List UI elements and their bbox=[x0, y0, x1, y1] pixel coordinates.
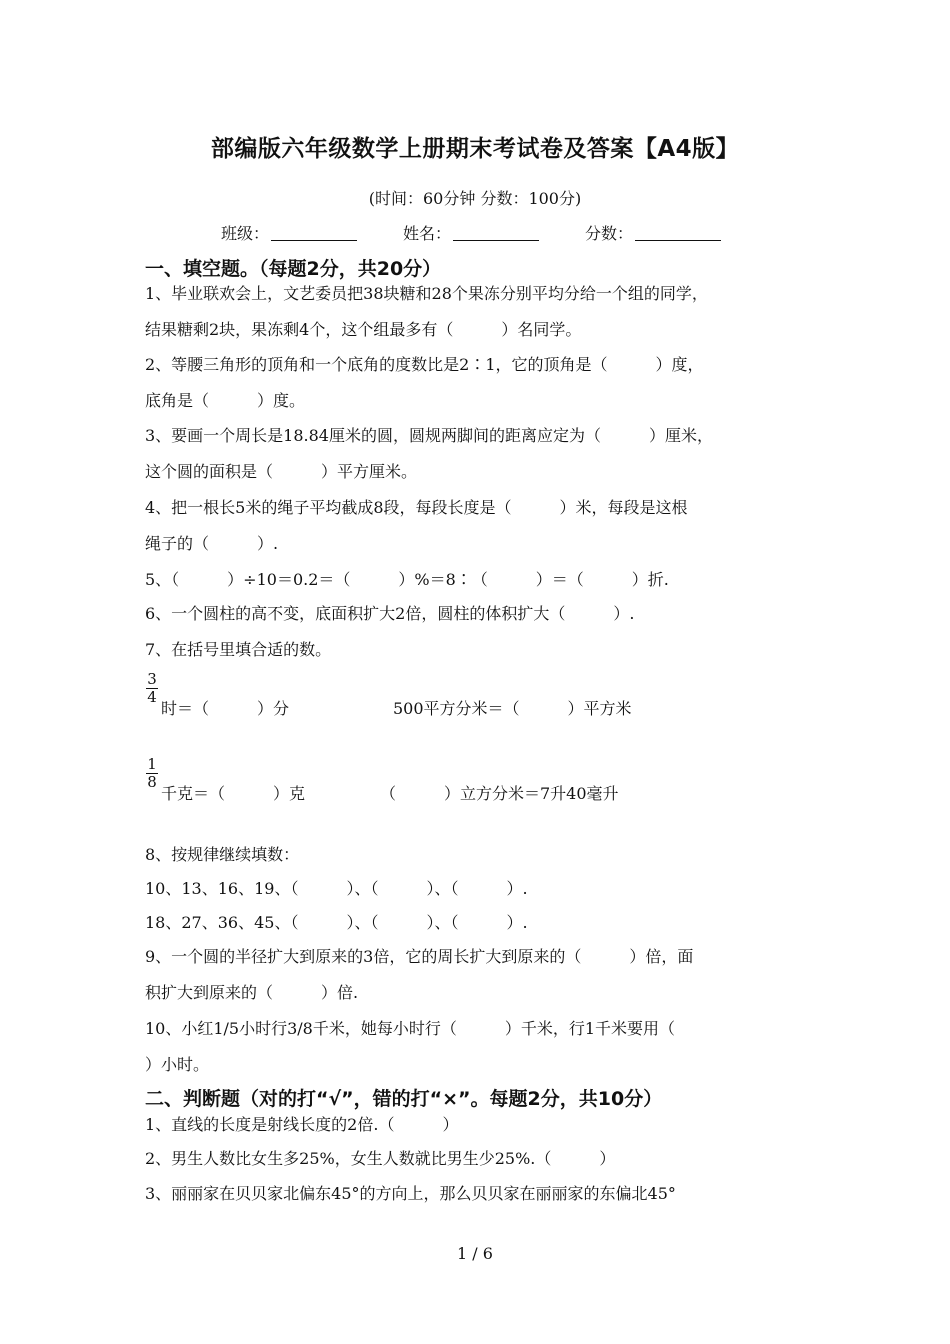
question-line: 3、要画一个周长是18.84厘米的圆，圆规两脚间的距离应定为（ ）厘米， bbox=[145, 426, 713, 445]
fraction bbox=[146, 671, 158, 706]
section-heading-fill-in: 一、填空题。（每题2分，共20分） bbox=[145, 258, 442, 280]
question-line: 3、丽丽家在贝贝家北偏东45°的方向上，那么贝贝家在丽丽家的东偏北45° bbox=[145, 1184, 676, 1203]
fraction-denominator: 4 bbox=[147, 688, 157, 706]
question-line: 绳子的（ ）. bbox=[145, 534, 279, 553]
question-line: （ ）立方分米＝7升40毫升 bbox=[380, 784, 619, 803]
question-line: ）小时。 bbox=[145, 1055, 210, 1074]
page-number: 1 / 6 bbox=[457, 1244, 493, 1263]
fraction bbox=[146, 756, 158, 791]
score-blank[interactable] bbox=[635, 226, 721, 241]
question-line: 2、等腰三角形的顶角和一个底角的度数比是2∶1，它的顶角是（ ）度， bbox=[145, 355, 704, 374]
question-line: 积扩大到原来的（ ）倍. bbox=[145, 983, 359, 1002]
question-line: 10、13、16、19、（ ）、（ ）、（ ）. bbox=[145, 879, 528, 898]
fraction-denominator: 8 bbox=[147, 773, 157, 791]
question-line: 这个圆的面积是（ ）平方厘米。 bbox=[145, 462, 418, 481]
question-line: 1、直线的长度是射线长度的2倍.（ ） bbox=[145, 1115, 459, 1134]
name-label: 姓名： bbox=[403, 224, 452, 243]
question-line: 8、按规律继续填数： bbox=[145, 845, 300, 864]
section-heading-true-false: 二、判断题（对的打“√”，错的打“×”。每题2分，共10分） bbox=[145, 1088, 663, 1110]
name-blank[interactable] bbox=[453, 226, 539, 241]
fraction-numerator: 3 bbox=[147, 670, 157, 688]
name-field[interactable] bbox=[403, 221, 539, 244]
question-line: 5、（ ）÷10＝0.2＝（ ）%＝8∶（ ）＝（ ）折. bbox=[145, 570, 669, 589]
question-line: 7、在括号里填合适的数。 bbox=[145, 640, 332, 659]
exam-time-score: (时间：60分钟 分数：100分) bbox=[368, 189, 582, 208]
question-line: 结果糖剩2块，果冻剩4个，这个组最多有（ ）名同学。 bbox=[145, 320, 582, 339]
question-line: 6、一个圆柱的高不变，底面积扩大2倍，圆柱的体积扩大（ ）. bbox=[145, 604, 635, 623]
question-line: 10、小红1/5小时行3/8千米，她每小时行（ ）千米，行1千米要用（ bbox=[145, 1019, 676, 1038]
question-line: 9、一个圆的半径扩大到原来的3倍，它的周长扩大到原来的（ ）倍，面 bbox=[145, 947, 694, 966]
question-line: 1、毕业联欢会上，文艺委员把38块糖和28个果冻分别平均分给一个组的同学， bbox=[145, 284, 708, 303]
page-title: 部编版六年级数学上册期末考试卷及答案【A4版】 bbox=[210, 136, 740, 162]
score-field[interactable] bbox=[585, 221, 721, 244]
question-line: 底角是（ ）度。 bbox=[145, 391, 306, 410]
class-label: 班级： bbox=[221, 224, 270, 243]
question-line: 500平方分米＝（ ）平方米 bbox=[393, 699, 632, 718]
class-blank[interactable] bbox=[271, 226, 357, 241]
fraction-numerator: 1 bbox=[147, 755, 157, 773]
score-label: 分数： bbox=[585, 224, 634, 243]
class-field[interactable] bbox=[221, 221, 357, 244]
question-line: 千克＝（ ）克 bbox=[161, 784, 306, 803]
question-line: 2、男生人数比女生多25%，女生人数就比男生少25%.（ ） bbox=[145, 1149, 616, 1168]
question-line: 4、把一根长5米的绳子平均截成8段，每段长度是（ ）米，每段是这根 bbox=[145, 498, 688, 517]
question-line: 时＝（ ）分 bbox=[161, 699, 290, 718]
question-line: 18、27、36、45、（ ）、（ ）、（ ）. bbox=[145, 913, 528, 932]
